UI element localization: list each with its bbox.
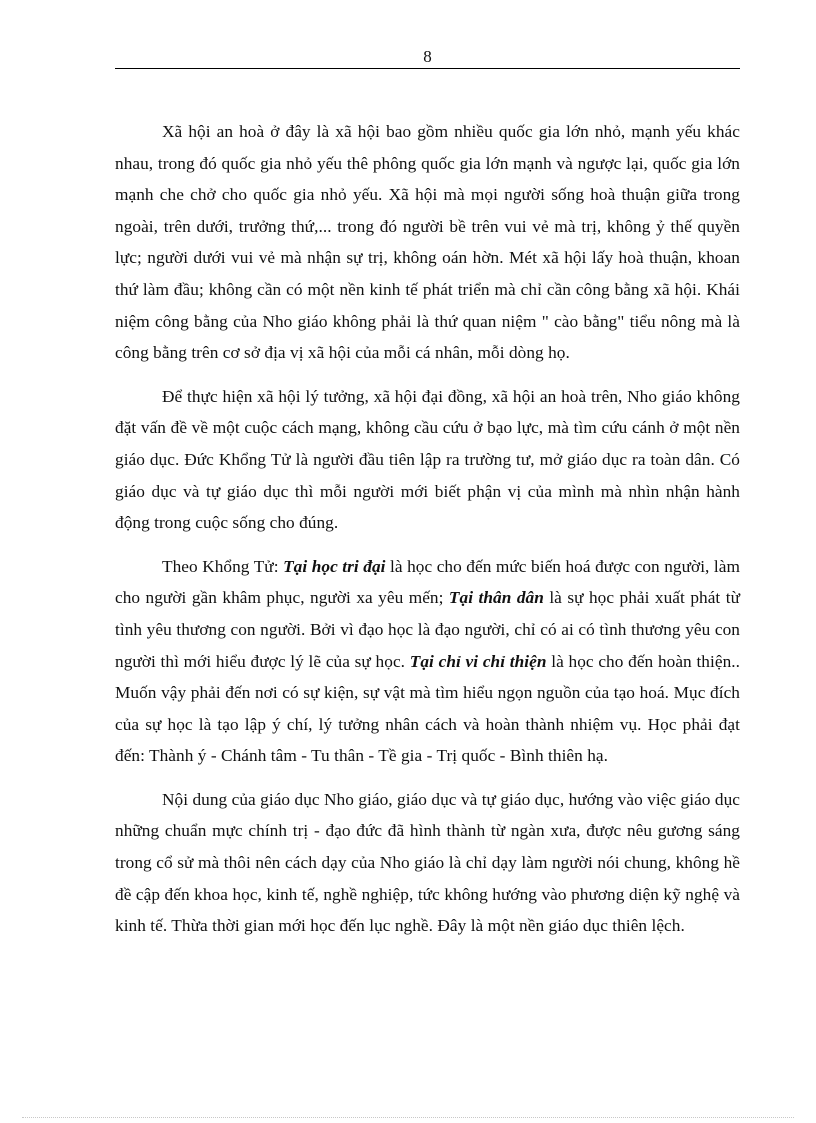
- paragraph-3-text-2: là học cho đến mức biến hoá được con người, làm cho người gần khâm phục, người xa yêu mến;: [115, 556, 740, 608]
- paragraph-2: Để thực hiện xã hội lý tưởng, xã hội đại đồng, xã hội an hoà trên, Nho giáo không đặt vấn đề về một cuộc cách mạng, không cầu cứu ở bạo lực, mà tìm cứu cánh ở một nền giáo dục. Đức Khổng Tử là người đầu tiên lập ra trường tư, mở giáo dục ra toàn dân. Có giáo dục và tự giáo dục thì mỗi người mới biết phận vị của mình mà nhìn nhận hành động trong cuộc sống cho đúng.: [115, 386, 740, 533]
- document-body: [115, 116, 740, 954]
- term-tai-hoc-tri-dai: Tại học tri đại: [283, 556, 386, 576]
- term-tai-chi-vi-chi-thien: Tại chỉ vi chỉ thiện: [409, 651, 547, 671]
- term-tai-than-dan: Tại thân dân: [448, 588, 544, 608]
- page-header: [115, 46, 740, 69]
- paragraph-4: Nội dung của giáo dục Nho giáo, giáo dục và tự giáo dục, hướng vào việc giáo dục những chuẩn mực chính trị - đạo đức đã hình thành từ ngàn xưa, được nêu gương sáng trong cổ sử mà thôi nên cách dạy của Nho giáo là chỉ dạy làm người nói chung, không hề đề cập đến khoa học, kinh tế, nghề nghiệp, tức không hướng vào phương diện kỹ nghệ và kinh tế. Thừa thời gian mới học đến lục nghề. Đây là một nền giáo dục thiên lệch.: [115, 789, 740, 936]
- paragraph-3-text-1: Theo Khổng Tử:: [162, 556, 284, 576]
- paragraph-3-text-3: là sự học phải xuất phát từ tình yêu thương con người. Bởi vì đạo học là đạo người, chỉ có ai có tình thương yêu con người thì mới hiểu được lý lẽ của sự học.: [115, 588, 740, 671]
- paragraph-3-text-4: là học cho đến hoàn thiện.. Muốn vậy phải đến nơi có sự kiện, sự vật mà tìm hiểu ngọn nguồn của tạo hoá. Mục đích của sự học là tạo lập ý chí, lý tưởng nhân cách và hoàn thành nhiệm vụ. Học phải đạt đến: Thành ý - Chánh tâm - Tu thân - Tề gia - Trị quốc - Bình thiên hạ.: [115, 651, 741, 766]
- paragraph-1: Xã hội an hoà ở đây là xã hội bao gồm nhiều quốc gia lớn nhỏ, mạnh yếu khác nhau, trong đó quốc gia nhỏ yếu thê phông quốc gia lớn mạnh và ngược lại, quốc gia lớn mạnh che chở cho quốc gia nhỏ yếu. Xã hội mà mọi người sống hoà thuận giữa trong ngoài, trên dưới, trưởng thứ,... trong đó người bề trên vui vẻ mà trị, không ỷ thế quyền lực; người dưới vui vẻ mà nhận sự trị, không oán hờn. Mét xã hội lấy hoà thuận, khoan thứ làm đầu; không cần có một nền kinh tế phát triển mà chỉ cần công bằng xã hội. Khái niệm công bằng của Nho giáo không phải là thứ quan niệm " cào bằng" tiểu nông mà là công bằng trên cơ sở địa vị xã hội của mỗi cá nhân, mỗi dòng họ.: [115, 122, 740, 363]
- paragraph-3: [115, 551, 740, 772]
- page-bottom-border: [22, 1117, 794, 1118]
- page-number: 8: [423, 47, 432, 66]
